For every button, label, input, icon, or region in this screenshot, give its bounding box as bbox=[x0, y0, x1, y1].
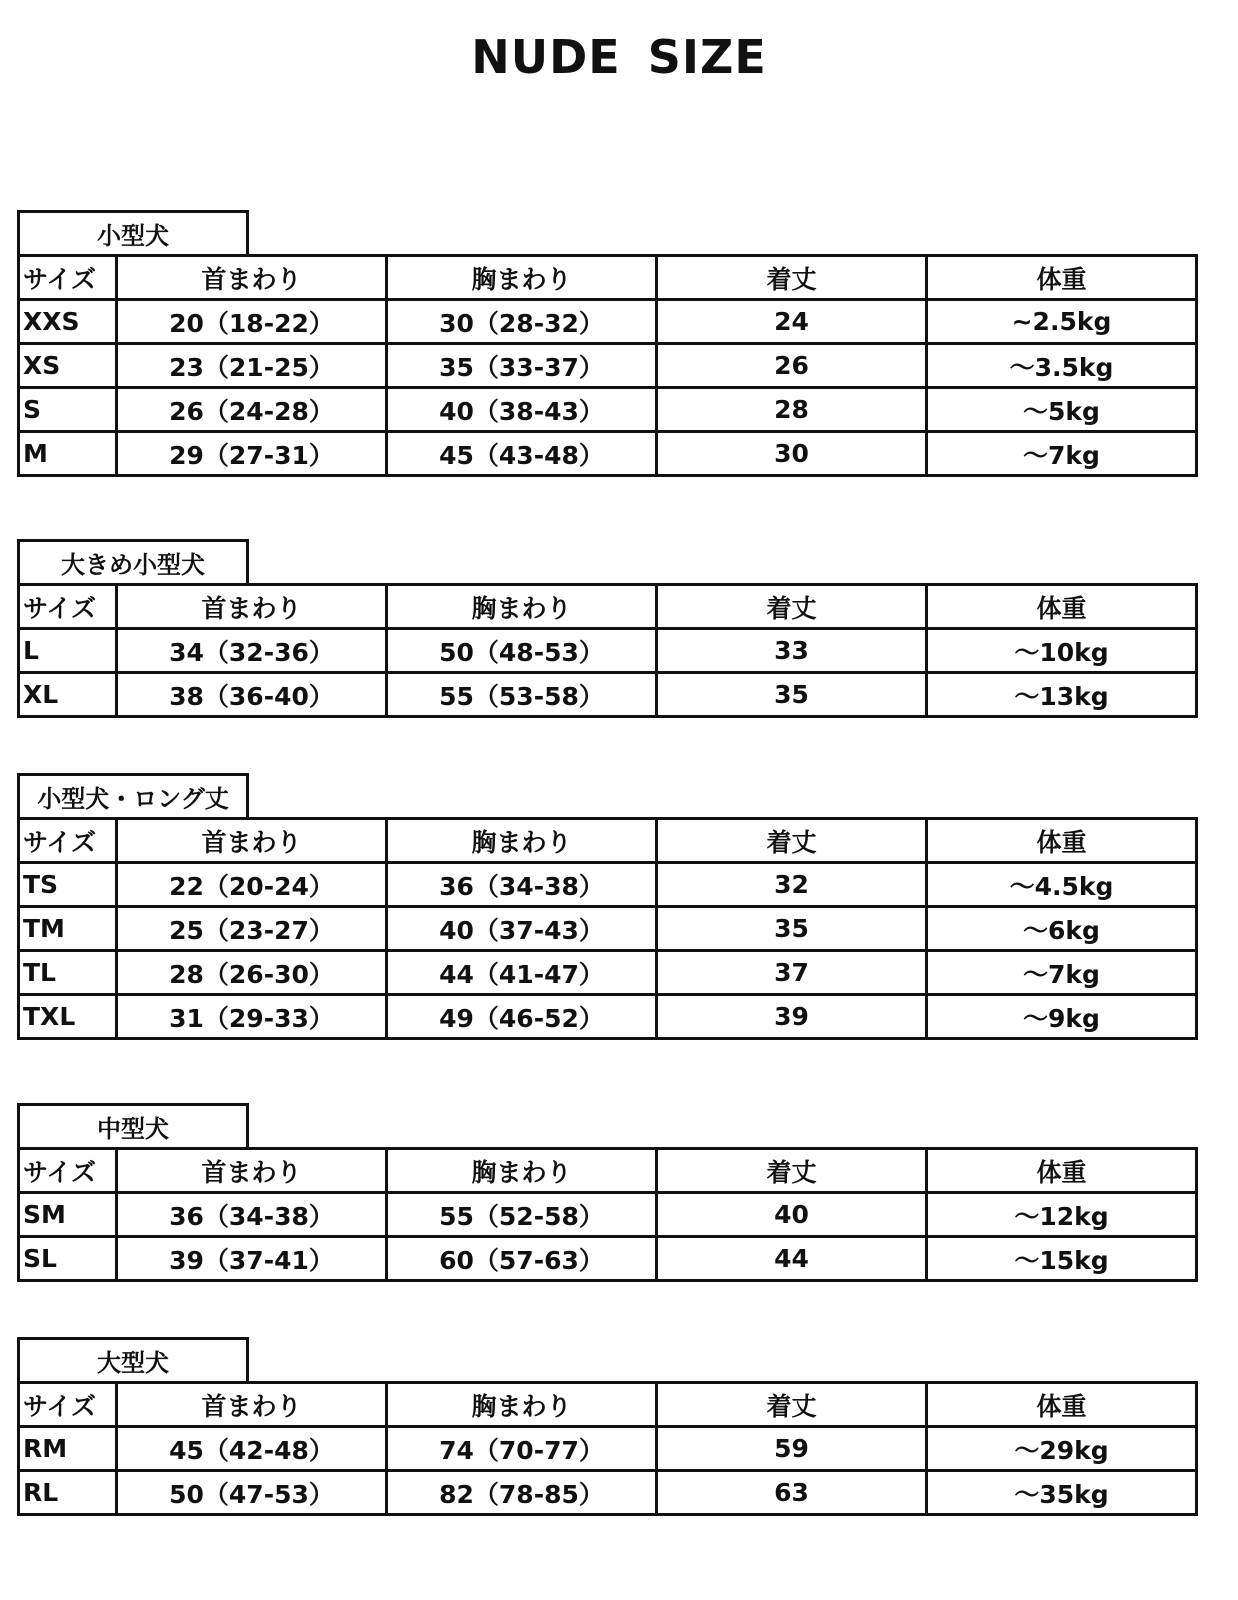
size-name-cell: RM bbox=[19, 1427, 117, 1471]
table-cell: 30 bbox=[657, 432, 927, 476]
column-header: 体重 bbox=[927, 819, 1197, 863]
table-cell: 31（29-33） bbox=[117, 995, 387, 1039]
table-cell: 40 bbox=[657, 1193, 927, 1237]
table-cell: 23（21-25） bbox=[117, 344, 387, 388]
table-cell: ～10kg bbox=[927, 629, 1197, 673]
table-cell: 74（70-77） bbox=[387, 1427, 657, 1471]
table-row bbox=[19, 432, 1197, 476]
size-section bbox=[17, 1103, 1195, 1282]
table-cell: 22（20-24） bbox=[117, 863, 387, 907]
table-cell: 26（24-28） bbox=[117, 388, 387, 432]
table-cell: 49（46-52） bbox=[387, 995, 657, 1039]
table-cell: 36（34-38） bbox=[387, 863, 657, 907]
table-row bbox=[19, 951, 1197, 995]
table-cell: 24 bbox=[657, 300, 927, 344]
column-header: 体重 bbox=[927, 256, 1197, 300]
header-row bbox=[19, 585, 1197, 629]
size-section bbox=[17, 1337, 1195, 1516]
table-cell: 50（48-53） bbox=[387, 629, 657, 673]
table-cell: 50（47-53） bbox=[117, 1471, 387, 1515]
table-cell: ～6kg bbox=[927, 907, 1197, 951]
table-cell: ～9kg bbox=[927, 995, 1197, 1039]
table-cell: 39（37-41） bbox=[117, 1237, 387, 1281]
size-name-cell: SL bbox=[19, 1237, 117, 1281]
size-name-cell: S bbox=[19, 388, 117, 432]
table-cell: 40（38-43） bbox=[387, 388, 657, 432]
column-header: 体重 bbox=[927, 585, 1197, 629]
table-row bbox=[19, 1471, 1197, 1515]
table-row bbox=[19, 388, 1197, 432]
section-label: 大きめ小型犬 bbox=[17, 539, 249, 583]
table-cell: 34（32-36） bbox=[117, 629, 387, 673]
table-row bbox=[19, 1193, 1197, 1237]
table-cell: 60（57-63） bbox=[387, 1237, 657, 1281]
table-row bbox=[19, 1237, 1197, 1281]
table-cell: 59 bbox=[657, 1427, 927, 1471]
table-cell: ～7kg bbox=[927, 432, 1197, 476]
table-cell: 45（42-48） bbox=[117, 1427, 387, 1471]
table-cell: 32 bbox=[657, 863, 927, 907]
size-name-cell: TS bbox=[19, 863, 117, 907]
column-header: サイズ bbox=[19, 585, 117, 629]
table-cell: 63 bbox=[657, 1471, 927, 1515]
table-cell: 40（37-43） bbox=[387, 907, 657, 951]
column-header: 体重 bbox=[927, 1149, 1197, 1193]
table-row bbox=[19, 629, 1197, 673]
table-cell: ～7kg bbox=[927, 951, 1197, 995]
size-name-cell: RL bbox=[19, 1471, 117, 1515]
size-table bbox=[17, 817, 1198, 1040]
column-header: 胸まわり bbox=[387, 256, 657, 300]
table-cell: ～3.5kg bbox=[927, 344, 1197, 388]
column-header: 着丈 bbox=[657, 819, 927, 863]
column-header: 首まわり bbox=[117, 585, 387, 629]
size-section bbox=[17, 773, 1195, 1040]
section-label: 小型犬 bbox=[17, 210, 249, 254]
size-name-cell: M bbox=[19, 432, 117, 476]
table-row bbox=[19, 1427, 1197, 1471]
table-cell: 25（23-27） bbox=[117, 907, 387, 951]
size-name-cell: TXL bbox=[19, 995, 117, 1039]
table-cell: 37 bbox=[657, 951, 927, 995]
column-header: 胸まわり bbox=[387, 1383, 657, 1427]
column-header: 首まわり bbox=[117, 1149, 387, 1193]
column-header: サイズ bbox=[19, 819, 117, 863]
column-header: 胸まわり bbox=[387, 1149, 657, 1193]
column-header: 着丈 bbox=[657, 585, 927, 629]
table-cell: 36（34-38） bbox=[117, 1193, 387, 1237]
table-row bbox=[19, 300, 1197, 344]
column-header: 首まわり bbox=[117, 819, 387, 863]
table-row bbox=[19, 673, 1197, 717]
size-table bbox=[17, 1381, 1198, 1516]
table-cell: ～5kg bbox=[927, 388, 1197, 432]
table-cell: ～13kg bbox=[927, 673, 1197, 717]
table-cell: 30（28-32） bbox=[387, 300, 657, 344]
table-row bbox=[19, 907, 1197, 951]
size-name-cell: XS bbox=[19, 344, 117, 388]
table-cell: 29（27-31） bbox=[117, 432, 387, 476]
table-cell: ～4.5kg bbox=[927, 863, 1197, 907]
page-title: NUDE SIZE bbox=[471, 30, 767, 84]
table-cell: 35 bbox=[657, 907, 927, 951]
table-cell: 55（52-58） bbox=[387, 1193, 657, 1237]
table-cell: ～12kg bbox=[927, 1193, 1197, 1237]
column-header: サイズ bbox=[19, 1149, 117, 1193]
size-name-cell: XXS bbox=[19, 300, 117, 344]
section-label: 小型犬・ロング丈 bbox=[17, 773, 249, 817]
column-header: 着丈 bbox=[657, 1149, 927, 1193]
table-row bbox=[19, 995, 1197, 1039]
size-table bbox=[17, 254, 1198, 477]
table-cell: 20（18-22） bbox=[117, 300, 387, 344]
table-cell: 39 bbox=[657, 995, 927, 1039]
table-cell: 45（43-48） bbox=[387, 432, 657, 476]
size-table bbox=[17, 583, 1198, 718]
table-row bbox=[19, 863, 1197, 907]
header-row bbox=[19, 819, 1197, 863]
table-cell: 82（78-85） bbox=[387, 1471, 657, 1515]
table-cell: 44（41-47） bbox=[387, 951, 657, 995]
size-name-cell: TM bbox=[19, 907, 117, 951]
header-row bbox=[19, 1149, 1197, 1193]
column-header: 着丈 bbox=[657, 256, 927, 300]
table-cell: ~2.5kg bbox=[927, 300, 1197, 344]
column-header: 体重 bbox=[927, 1383, 1197, 1427]
column-header: サイズ bbox=[19, 1383, 117, 1427]
table-cell: 28（26-30） bbox=[117, 951, 387, 995]
section-label: 中型犬 bbox=[17, 1103, 249, 1147]
column-header: 首まわり bbox=[117, 256, 387, 300]
size-section bbox=[17, 210, 1195, 477]
table-cell: ～35kg bbox=[927, 1471, 1197, 1515]
size-name-cell: TL bbox=[19, 951, 117, 995]
column-header: サイズ bbox=[19, 256, 117, 300]
table-cell: 33 bbox=[657, 629, 927, 673]
header-row bbox=[19, 1383, 1197, 1427]
section-label: 大型犬 bbox=[17, 1337, 249, 1381]
column-header: 着丈 bbox=[657, 1383, 927, 1427]
header-row bbox=[19, 256, 1197, 300]
table-cell: 35（33-37） bbox=[387, 344, 657, 388]
table-cell: 55（53-58） bbox=[387, 673, 657, 717]
column-header: 胸まわり bbox=[387, 819, 657, 863]
size-table bbox=[17, 1147, 1198, 1282]
table-cell: 38（36-40） bbox=[117, 673, 387, 717]
table-cell: 28 bbox=[657, 388, 927, 432]
column-header: 胸まわり bbox=[387, 585, 657, 629]
size-section bbox=[17, 539, 1195, 718]
table-cell: ～29kg bbox=[927, 1427, 1197, 1471]
table-cell: 26 bbox=[657, 344, 927, 388]
table-cell: 35 bbox=[657, 673, 927, 717]
table-row bbox=[19, 344, 1197, 388]
size-name-cell: XL bbox=[19, 673, 117, 717]
table-cell: 44 bbox=[657, 1237, 927, 1281]
column-header: 首まわり bbox=[117, 1383, 387, 1427]
size-name-cell: SM bbox=[19, 1193, 117, 1237]
table-cell: ～15kg bbox=[927, 1237, 1197, 1281]
size-name-cell: L bbox=[19, 629, 117, 673]
